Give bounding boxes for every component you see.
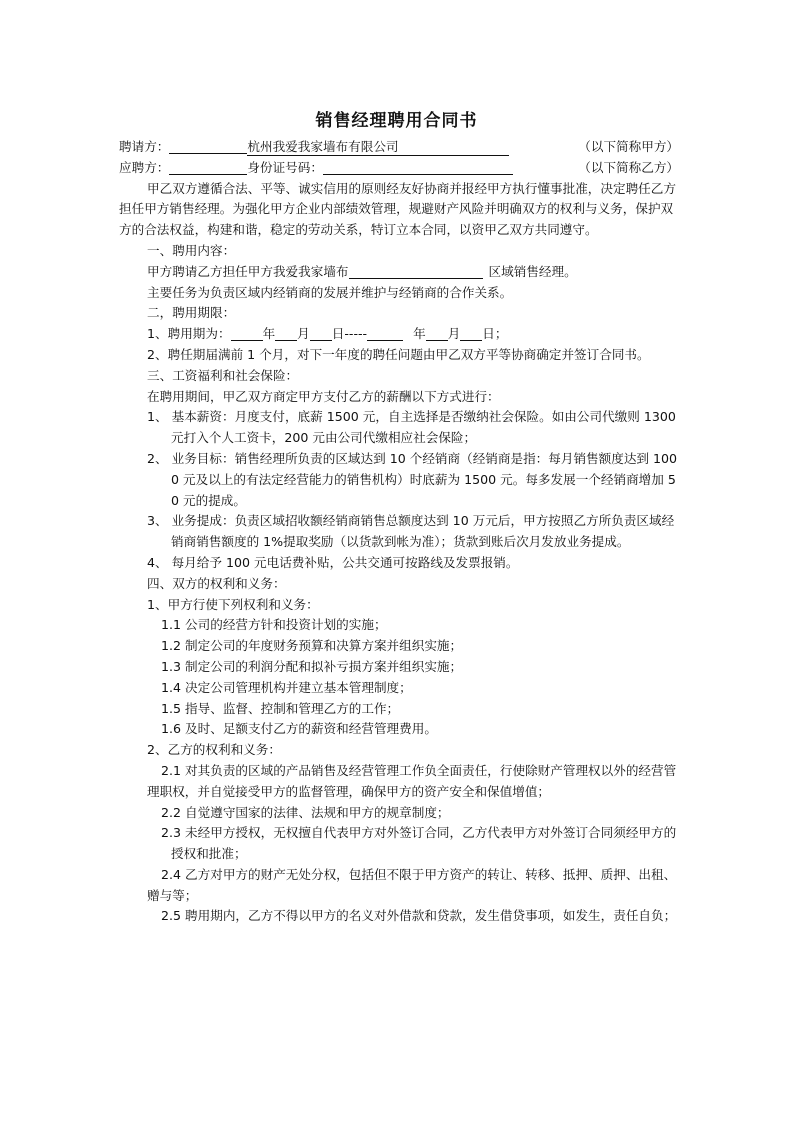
employer-name: 杭州我爱我家墙布有限公司 <box>247 139 508 156</box>
party-b-item-2: 2.2 自觉遵守国家的法律、法规和甲方的规章制度； <box>161 804 450 820</box>
party-a-item-1: 1.1 公司的经营方针和投资计划的实施； <box>161 617 387 633</box>
section-1-line-2: 主要任务为负责区域内经销商的发展并维护与经销商的合作关系。 <box>147 284 513 300</box>
start-month-blank <box>275 326 297 341</box>
term-semicolon: ； <box>494 326 508 342</box>
employer-label: 聘请方： <box>119 139 170 154</box>
term-dash: ----- <box>344 326 368 342</box>
section-1-heading: 一、聘用内容： <box>147 242 236 258</box>
start-day-blank <box>310 326 332 341</box>
party-a-item-3: 1.3 制定公司的利润分配和拟补亏损方案并组织实施； <box>161 658 463 674</box>
start-year-blank <box>231 326 263 341</box>
party-b-item-4: 2.4 乙方对甲方的财产无处分权，包括但不限于甲方资产的转让、转移、抵押、质押、出租、赠与等； <box>147 866 677 903</box>
id-number-blank <box>323 160 513 175</box>
end-day-label: 日 <box>482 326 495 342</box>
document-title: 销售经理聘用合同书 <box>315 111 478 131</box>
party-a-item-5: 1.5 指导、监督、控制和管理乙方的工作； <box>161 700 400 716</box>
employer-suffix: （以下简称甲方） <box>578 139 679 154</box>
employee-label: 应聘方： <box>119 159 170 175</box>
region-blank <box>349 264 483 279</box>
id-label: 身份证号码： <box>247 159 323 175</box>
party-a-item-2: 1.2 制定公司的年度财务预算和决算方案并组织实施； <box>161 638 463 654</box>
end-month-blank <box>426 326 448 341</box>
salary-item-1: 1、 基本薪资：月度支付，底薪 1500 元，自主选择是否缴纳社会保险。如由公司代缴则 1300 元打入个人工资卡，200 元由公司代缴相应社会保险； <box>147 409 676 446</box>
party-b-heading: 2、乙方的权利和义务： <box>147 742 281 758</box>
party-a-heading: 1、甲方行使下列权利和义务： <box>147 596 319 612</box>
party-b-item-3: 2.3 未经甲方授权，无权擅自代表甲方对外签订合同，乙方代表甲方对外签订合同须经甲方的授权和批准； <box>161 825 677 862</box>
term-item-2: 2、聘任期届满前 1 个月，对下一年度的聘任问题由甲乙双方平等协商确定并签订合同书。 <box>147 346 650 362</box>
intro-paragraph: 甲乙双方遵循合法、平等、诚实信用的原则经友好协商并报经甲方执行懂事批准，决定聘任乙方担任甲方销售经理。为强化甲方企业内部绩效管理，规避财产风险并明确双方的权利与义务，保护双方的合法权益，构建和谐，稳定的劳动关系，特订立本合同，以资甲乙双方共同遵守。 <box>119 180 676 238</box>
s1-line1-prefix: 甲方聘请乙方担任甲方我爱我家墙布 <box>147 263 349 279</box>
end-day-blank <box>460 326 482 341</box>
s1-line1-suffix: 区域销售经理。 <box>488 263 577 279</box>
party-a-item-6: 1.6 及时、足额支付乙方的薪资和经营管理费用。 <box>161 721 437 737</box>
salary-item-4: 4、 每月给予 100 元电话费补贴，公共交通可按路线及发票报销。 <box>147 554 519 570</box>
section-4-heading: 四、双方的权利和义务： <box>147 575 286 591</box>
party-a-item-4: 1.4 决定公司管理机构并建立基本管理制度； <box>161 679 412 695</box>
salary-item-3: 3、 业务提成：负责区域招收额经销商销售总额度达到 10 万元后，甲方按照乙方所负责区域经销商销售额度的 1%提取奖励（以货款到帐为准）；货款到账后次月发放业务提成。 <box>147 513 675 550</box>
document-body <box>119 137 679 927</box>
employee-suffix: （以下简称乙方） <box>578 159 679 175</box>
salary-item-2: 2、 业务目标：销售经理所负责的区域达到 10 个经销商（经销商是指：每月销售额度达到 1000 元及以上的有法定经营能力的销售机构）时底薪为 1500 元。每多发展一个经销商增加 50 元的提成。 <box>147 450 678 508</box>
employer-blank <box>169 139 247 154</box>
end-month-label: 月 <box>447 326 461 342</box>
end-year-label: 年 <box>413 326 426 342</box>
employer-line <box>119 137 679 158</box>
term-label: 1、聘用期为： <box>147 326 231 342</box>
section-2-heading: 二，聘用期限： <box>147 305 236 321</box>
term-line <box>119 324 679 345</box>
section-3-intro: 在聘用期间，甲乙双方商定甲方支付乙方的薪酬以下方式进行： <box>147 388 500 404</box>
party-b-item-1: 2.1 对其负责的区域的产品销售及经营管理工作负全面责任，行使除财产管理权以外的经营管理职权，并自觉接受甲方的监督管理，确保甲方的资产安全和保值增值； <box>147 762 677 799</box>
start-year-label: 年 <box>262 326 276 342</box>
start-month-label: 月 <box>297 326 310 342</box>
start-day-label: 日 <box>331 326 345 342</box>
section-1-line-1 <box>119 262 679 283</box>
end-year-blank <box>367 326 403 341</box>
employee-name-blank <box>169 160 247 175</box>
party-b-item-5: 2.5 聘用期内，乙方不得以甲方的名义对外借款和贷款，发生借贷事项，如发生，责任自负； <box>161 908 677 924</box>
section-3-heading: 三、工资福利和社会保险： <box>147 367 299 383</box>
employee-line <box>119 158 679 179</box>
